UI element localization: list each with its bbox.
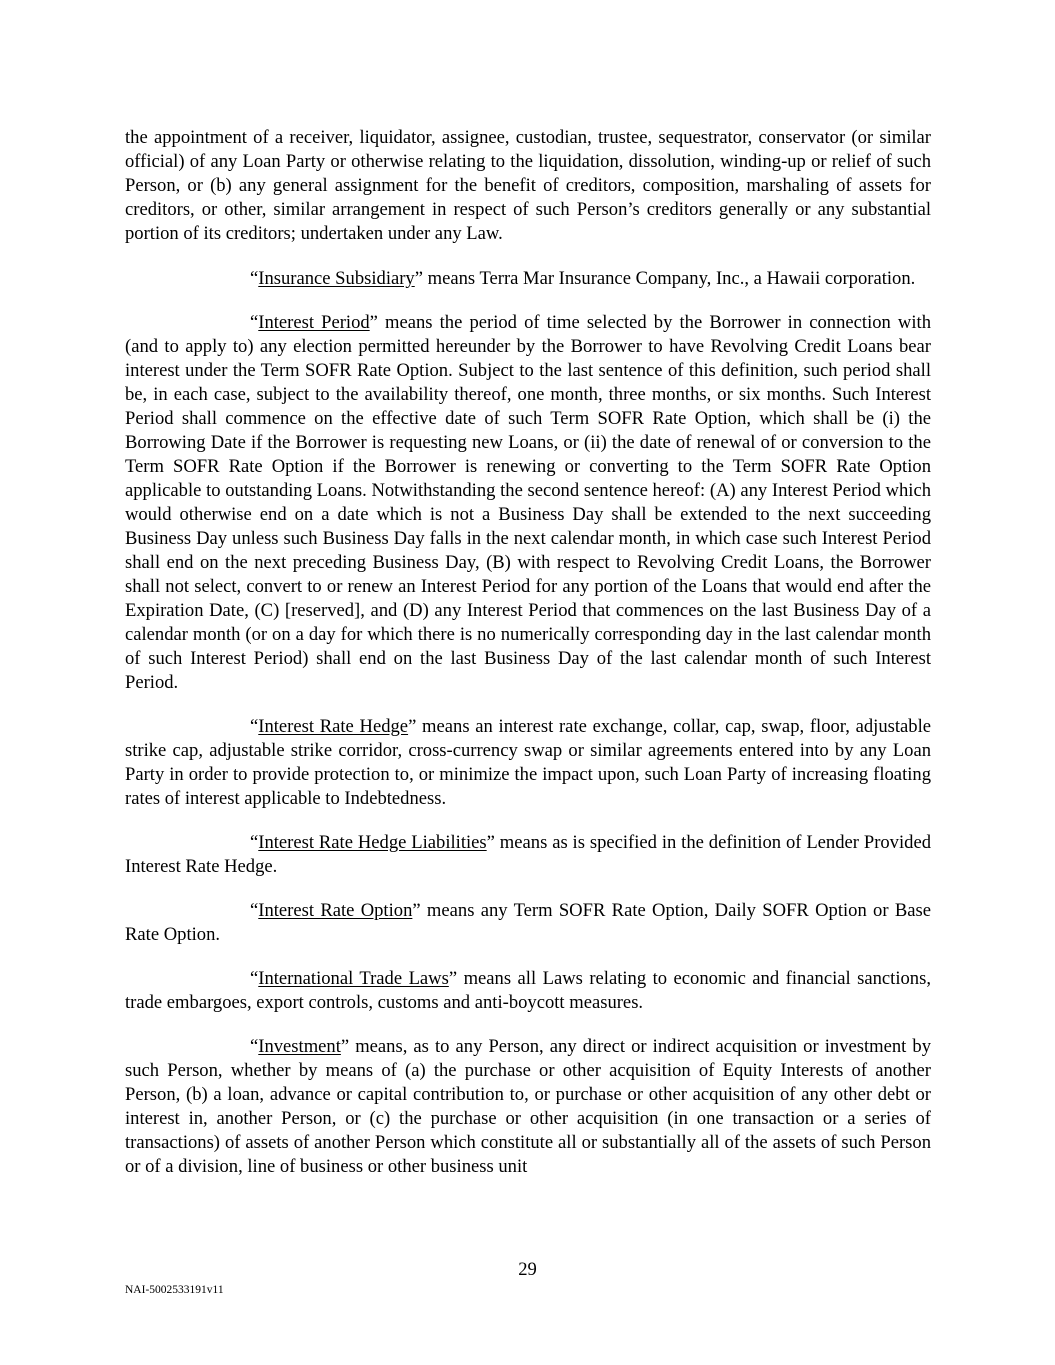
definition-text: ” means all Laws relating to economic and financial sanctions, trade embargoes, export controls, customs and anti-boycott measures.: [125, 968, 931, 1013]
definition-insurance-subsidiary: [125, 267, 931, 291]
open-quote: “: [250, 312, 259, 333]
open-quote: “: [250, 716, 259, 737]
defined-term: Interest Period: [258, 312, 370, 333]
definition-text: ” means as is specified in the definition of Lender Provided Interest Rate Hedge.: [125, 832, 931, 877]
definition-text: ” means an interest rate exchange, collar, cap, swap, floor, adjustable strike cap, adjustable strike corridor, cross-currency swap or similar agreements entered into by any Loan Party in order to provide protection to, or minimize the impact upon, such Loan Party of increasing floating rates of interest applicable to Indebtedness.: [125, 716, 932, 809]
defined-term: Investment: [258, 1036, 341, 1057]
open-quote: “: [250, 968, 259, 989]
definition-investment: [125, 1035, 931, 1179]
page-body: [125, 126, 931, 1199]
definition-interest-rate-option: [125, 899, 931, 947]
open-quote: “: [250, 832, 259, 853]
definition-interest-rate-hedge: [125, 715, 931, 811]
definition-text: ” means any Term SOFR Rate Option, Daily SOFR Option or Base Rate Option.: [125, 900, 931, 945]
continued-paragraph: the appointment of a receiver, liquidator, assignee, custodian, trustee, sequestrator, conservator (or similar official) of any Loan Party or otherwise relating to the liquidation, dissolution, winding-up or relief of such Person, or (b) any general assignment for the benefit of creditors, composition, marshaling of assets for creditors, or other, similar arrangement in respect of such Person’s creditors generally or any substantial portion of its creditors; undertaken under any Law.: [125, 127, 931, 244]
definition-text: ” means Terra Mar Insurance Company, Inc., a Hawaii corporation.: [414, 268, 916, 289]
document-id: NAI-5002533191v11: [125, 1284, 224, 1296]
page-number: 29: [518, 1259, 537, 1280]
defined-term: Interest Rate Hedge Liabilities: [258, 832, 487, 853]
definition-international-trade-laws: [125, 967, 931, 1015]
definition-text: ” means, as to any Person, any direct or indirect acquisition or investment by such Person, whether by means of (a) the purchase or other acquisition of Equity Interests of another Person, (b) a loan, advance or capital contribution to, or purchase or other acquisition of any other debt or interest in, another Person, or (c) the purchase or other acquisition (in one transaction or a series of transactions) of assets of another Person which constitute all or substantially all of the assets of such Person or of a division, line of business or other business unit: [125, 1036, 931, 1177]
open-quote: “: [250, 1036, 259, 1057]
defined-term: International Trade Laws: [258, 968, 449, 989]
defined-term: Insurance Subsidiary: [258, 268, 415, 289]
defined-term: Interest Rate Option: [258, 900, 413, 921]
definition-text: ” means the period of time selected by the Borrower in connection with (and to apply to) any election permitted hereunder by the Borrower to have Revolving Credit Loans bear interest under the Term SOFR Rate Option. Subject to the last sentence of this definition, such period shall be, in each case, subject to the availability thereof, one month, three months, or six months. Such Interest Period shall commence on the effective date of such Term SOFR Rate Option, which shall be (i) the Borrowing Date if the Borrower is requesting new Loans, or (ii) the date of renewal of or conversion to the Term SOFR Rate Option if the Borrower is renewing or converting to the Term SOFR Rate Option applicable to outstanding Loans. Notwithstanding the second sentence hereof: (A) any Interest Period which would otherwise end on a date which is not a Business Day shall be extended to the next succeeding Business Day unless such Business Day falls in the next calendar month, in which case such Interest Period shall end on the next preceding Business Day, (B) with respect to Revolving Credit Loans, the Borrower shall not select, convert to or renew an Interest Period for any portion of the Loans that would end after the Expiration Date, (C) [reserved], and (D) any Interest Period that commences on the last Business Day of a calendar month (or on a day for which there is no numerically corresponding day in the last calendar month of such Interest Period) shall end on the last Business Day of the last calendar month of such Interest Period.: [125, 312, 931, 693]
open-quote: “: [250, 900, 259, 921]
definition-interest-period: [125, 311, 931, 695]
defined-term: Interest Rate Hedge: [258, 716, 409, 737]
definition-interest-rate-hedge-liabilities: [125, 831, 931, 879]
open-quote: “: [250, 268, 259, 289]
